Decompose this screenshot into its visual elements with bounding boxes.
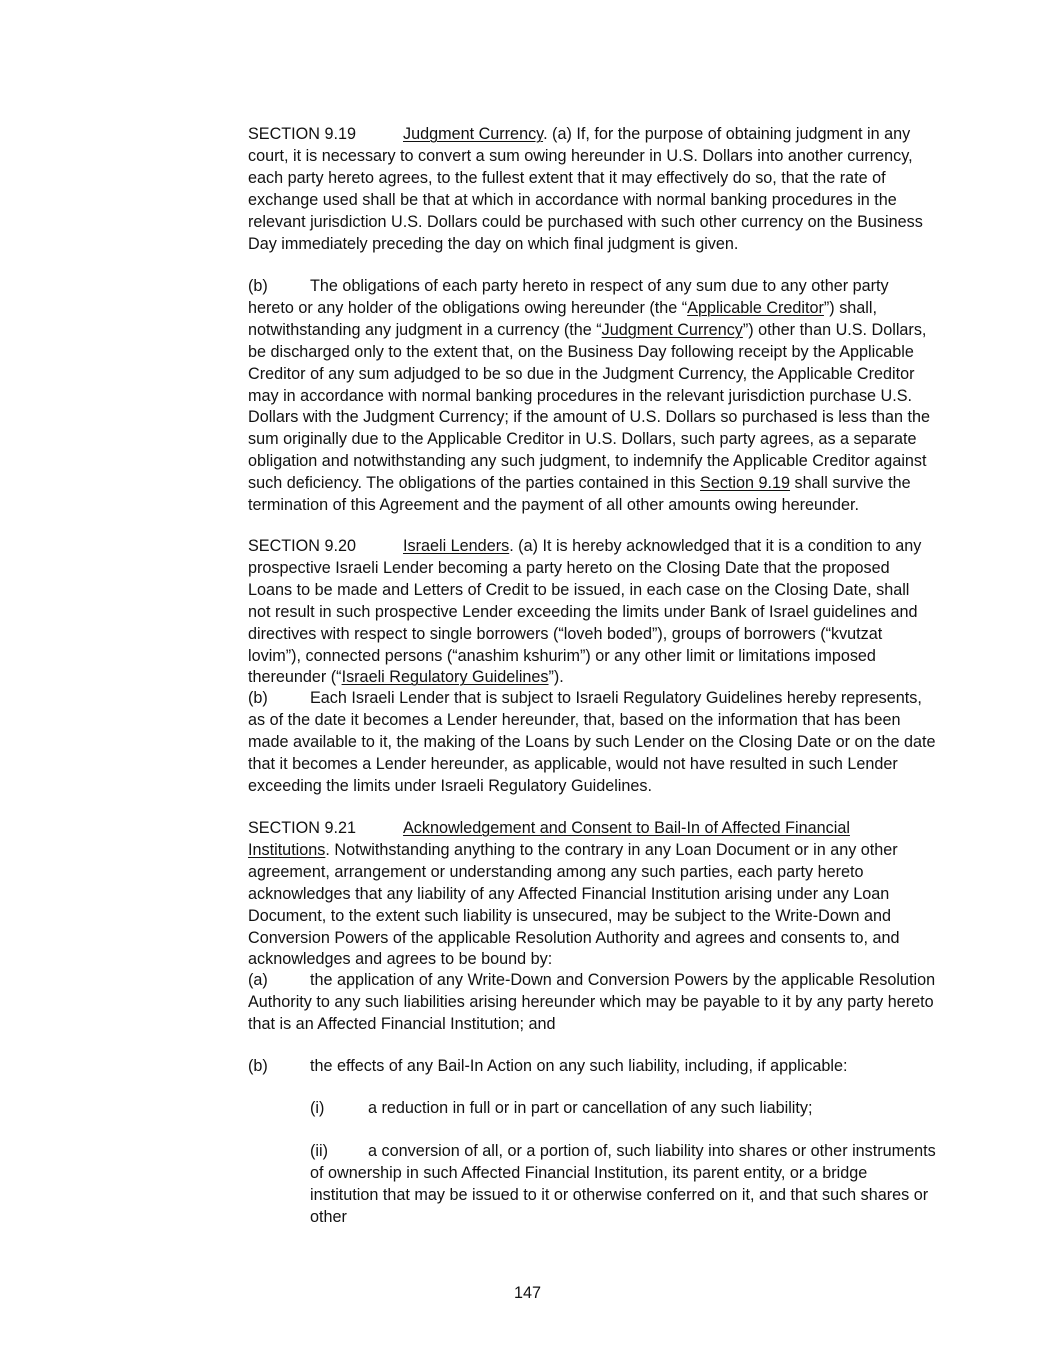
- section-9-20-number: SECTION 9.20: [248, 537, 356, 555]
- section-9-19-paragraph-b: [124, 276, 936, 517]
- page-number: 147: [513, 1284, 541, 1302]
- section-9-21-subclause-ii: [186, 1141, 936, 1229]
- section-9-19-b-text-2: ”) shall, notwithstanding any judgment in a currency (the “: [248, 298, 877, 339]
- section-9-21-ii-label: (ii): [310, 1142, 328, 1160]
- section-9-21-b-text: the effects of any Bail-In Action on any such liability, including, if applicable:: [310, 1057, 848, 1075]
- section-9-20-paragraph-b: [124, 688, 936, 798]
- section-9-21-text: . Notwithstanding anything to the contrary in any Loan Document or in any other agreement, arrangement or understanding among any such parties, each party hereto acknowledges that any liability of any Affected Financial Institution arising under any Loan Document, to the extent such liability is unsecured, may be subject to the Write-Down and Conversion Powers of the applicable Resolution Authority and agrees and consents to, and acknowledges and agrees to be bound by:: [248, 840, 900, 969]
- defined-term-israeli-regulatory-guidelines: Israeli Regulatory Guidelines: [341, 668, 549, 687]
- section-9-21-a-label: (a): [248, 971, 268, 989]
- section-9-21-b-label: (b): [248, 1057, 268, 1075]
- section-9-20-a-tail: ”).: [548, 668, 564, 687]
- section-9-19-b-text-3: ”) other than U.S. Dollars, be discharged only to the extent that, on the Business Day following receipt by the Applicable Creditor of any sum adjudged to be so due in the Judgment Currency, the Applicable Creditor may in accordance with normal banking procedures in the relevant jurisdiction purchase U.S. Dollars with the Judgment Currency; if the amount of U.S. Dollars so purchased is less than the sum originally due to the Applicable Creditor in U.S. Dollars, such party agrees, as a separate obligation and notwithstanding any such judgment, to indemnify the Applicable Creditor against such deficiency. The obligations of the parties contained in this: [248, 320, 930, 493]
- section-9-19-paragraph-a: [124, 124, 936, 255]
- section-9-19-reference: Section 9.19: [700, 474, 791, 493]
- section-9-19-b-text-1: The obligations of each party hereto in respect of any sum due to any other party hereto or any holder of the obligations owing hereunder (the “: [248, 277, 889, 317]
- section-9-21-clause-a: [124, 970, 936, 1036]
- section-9-19-heading: Judgment Currency: [403, 125, 544, 143]
- section-9-21-a-text: the application of any Write-Down and Conversion Powers by the applicable Resolution Authority to any such liabilities arising hereunder which may be payable to it by any party hereto that is an Affected Financial Institution; and: [248, 971, 936, 1033]
- section-9-19-a-text: . (a) If, for the purpose of obtaining judgment in any court, it is necessary to convert a sum owing hereunder in U.S. Dollars into another currency, each party hereto agrees, to the fullest extent that it may effectively do so, that the rate of exchange used shall be that at which in accordance with normal banking procedures in the relevant jurisdiction U.S. Dollars could be purchased with such other currency on the Business Day immediately preceding the day on which final judgment is given.: [248, 125, 923, 253]
- section-9-20-heading: Israeli Lenders: [403, 537, 510, 555]
- section-9-19-b-label: (b): [248, 277, 268, 295]
- defined-term-judgment-currency: Judgment Currency: [601, 320, 743, 339]
- section-9-20-paragraph-a: [124, 536, 936, 689]
- section-9-21-paragraph: [124, 818, 936, 971]
- section-9-21-i-text: a reduction in full or in part or cancellation of any such liability;: [368, 1099, 813, 1117]
- section-9-21-i-label: (i): [310, 1099, 325, 1117]
- section-9-21-subclause-i: [124, 1098, 936, 1120]
- section-9-21-heading: Acknowledgement and Consent to Bail-In of Affected Financial Institutions: [248, 819, 850, 859]
- section-9-20-a-text: . (a) It is hereby acknowledged that it is a condition to any prospective Israeli Lender becoming a party hereto on the Closing Date that the proposed Loans to be made and Letters of Credit to be issued, in each case on the Closing Date, shall not result in such prospective Lender exceeding the limits under Bank of Israel guidelines and directives with respect to single borrowers (“loveh boded”), groups of borrowers (“kvutzat lovim”), connected persons (“anashim kshurim”) or any other limit or limitations imposed thereunder (“: [248, 537, 922, 687]
- defined-term-applicable-creditor: Applicable Creditor: [687, 298, 824, 317]
- section-9-20-b-text: Each Israeli Lender that is subject to Israeli Regulatory Guidelines hereby represents, as of the date it becomes a Lender hereunder, that, based on the information that has been made available to it, the making of the Loans by such Lender on the Closing Date or on the date that it becomes a Lender hereunder, as applicable, would not have resulted in such Lender exceeding the limits under Israeli Regulatory Guidelines.: [248, 689, 936, 795]
- section-9-21-ii-text: a conversion of all, or a portion of, such liability into shares or other instruments of ownership in such Affected Financial Institution, its parent entity, or a bridge institution that may be issued to it or otherwise conferred on it, and that such shares or other: [310, 1142, 936, 1226]
- section-9-20-b-label: (b): [248, 689, 268, 707]
- section-9-19-b-text-4: shall survive the termination of this Agreement and the payment of all other amounts owing hereunder.: [248, 474, 911, 515]
- section-9-21-clause-b: [124, 1056, 936, 1078]
- section-9-19-number: SECTION 9.19: [248, 125, 356, 143]
- section-9-21-number: SECTION 9.21: [248, 819, 356, 837]
